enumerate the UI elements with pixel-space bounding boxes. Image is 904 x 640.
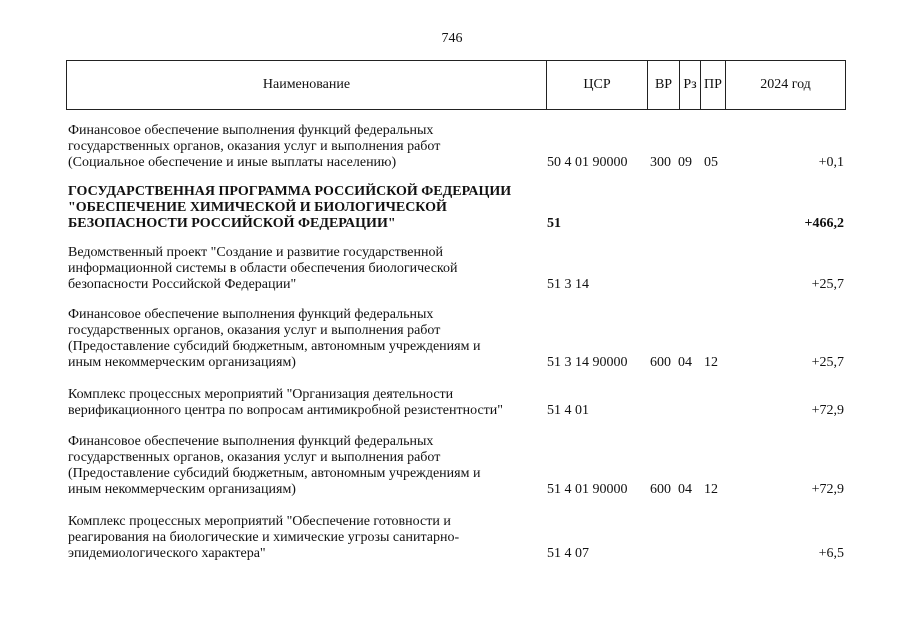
table-row (66, 123, 844, 171)
row-csr: 51 (547, 216, 561, 231)
row-name-line: иным некоммерческим организациям) (68, 355, 296, 370)
header-vr: ВР (647, 61, 679, 109)
row-name-line: безопасности Российской Федерации" (68, 277, 297, 292)
row-name-line: Финансовое обеспечение выполнения функций федеральных (68, 307, 434, 322)
row-rz: 04 (678, 482, 692, 497)
table-row (66, 307, 844, 371)
row-csr: 51 4 01 90000 (547, 482, 628, 497)
header-csr: ЦСР (546, 61, 647, 109)
row-name-line: ГОСУДАРСТВЕННАЯ ПРОГРАММА РОССИЙСКОЙ ФЕДЕРАЦИИ (68, 184, 512, 199)
row-name-line: БЕЗОПАСНОСТИ РОССИЙСКОЙ ФЕДЕРАЦИИ" (68, 216, 396, 231)
row-pr: 05 (704, 155, 718, 170)
row-csr: 51 3 14 (547, 277, 589, 292)
row-value: +6,5 (818, 546, 844, 561)
row-name-line: Комплекс процессных мероприятий "Организация деятельности (68, 387, 454, 402)
row-value: +0,1 (818, 155, 844, 170)
row-value: +72,9 (811, 403, 844, 418)
row-name-line: государственных органов, оказания услуг и выполнения работ (68, 323, 441, 338)
row-name-line: Комплекс процессных мероприятий "Обеспечение готовности и (68, 514, 451, 529)
row-value: +72,9 (811, 482, 844, 497)
row-vr: 600 (650, 355, 671, 370)
row-name-line: государственных органов, оказания услуг и выполнения работ (68, 139, 441, 154)
row-name-line: (Предоставление субсидий бюджетным, автономным учреждениям и (68, 466, 481, 481)
table-row (66, 245, 844, 293)
row-vr: 300 (650, 155, 671, 170)
table-row (66, 434, 844, 498)
row-name-line: верификационного центра по вопросам антимикробной резистентности" (68, 403, 503, 418)
row-value: +25,7 (811, 355, 844, 370)
row-value: +25,7 (811, 277, 844, 292)
row-csr: 50 4 01 90000 (547, 155, 628, 170)
row-rz: 09 (678, 155, 692, 170)
row-name-line: (Социальное обеспечение и иные выплаты населению) (68, 155, 397, 170)
row-vr: 600 (650, 482, 671, 497)
row-name-line: эпидемиологического характера" (68, 546, 266, 561)
page-number: 746 (441, 31, 463, 46)
table-row (66, 387, 844, 419)
table-row (66, 184, 844, 232)
header-year: 2024 год (725, 61, 845, 109)
header-rz: Рз (679, 61, 700, 109)
row-name-line: реагирования на биологические и химические угрозы санитарно- (68, 530, 460, 545)
row-pr: 12 (704, 482, 718, 497)
row-csr: 51 4 01 (547, 403, 589, 418)
table-header (66, 60, 846, 110)
row-csr: 51 3 14 90000 (547, 355, 628, 370)
header-pr: ПР (700, 61, 725, 109)
row-name-line: Финансовое обеспечение выполнения функций федеральных (68, 123, 434, 138)
row-value: +466,2 (804, 216, 844, 231)
row-name-line: государственных органов, оказания услуг и выполнения работ (68, 450, 441, 465)
row-name-line: Ведомственный проект "Создание и развитие государственной (68, 245, 443, 260)
table-row (66, 514, 844, 562)
row-name-line: (Предоставление субсидий бюджетным, автономным учреждениям и (68, 339, 481, 354)
row-name-line: "ОБЕСПЕЧЕНИЕ ХИМИЧЕСКОЙ И БИОЛОГИЧЕСКОЙ (68, 200, 447, 215)
row-name-line: информационной системы в области обеспечения биологической (68, 261, 458, 276)
row-name-line: Финансовое обеспечение выполнения функций федеральных (68, 434, 434, 449)
row-csr: 51 4 07 (547, 546, 589, 561)
header-name: Наименование (262, 77, 351, 92)
row-rz: 04 (678, 355, 692, 370)
row-name-line: иным некоммерческим организациям) (68, 482, 296, 497)
row-pr: 12 (704, 355, 718, 370)
